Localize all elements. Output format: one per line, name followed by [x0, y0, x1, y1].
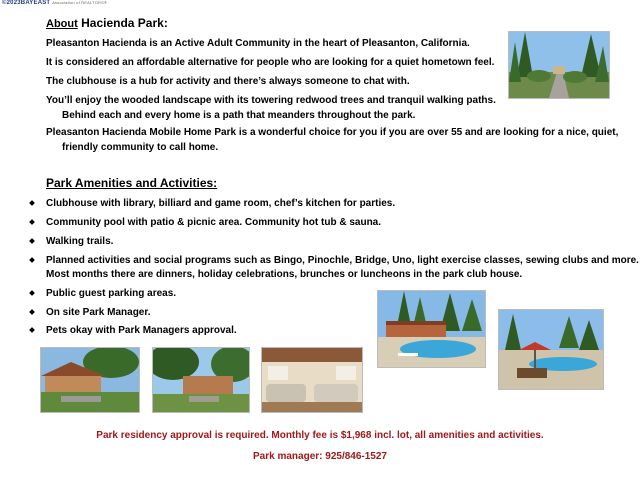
about-heading-name: Hacienda Park:	[81, 16, 168, 30]
about-paragraph-3: The clubhouse is a hub for activity and there’s always someone to chat with.	[46, 76, 410, 87]
watermark-suffix: Association of REALTORS®	[52, 0, 108, 5]
bullet-diamond-icon	[29, 219, 35, 225]
amenity-text: Walking trails.	[46, 236, 114, 247]
about-paragraph-4	[46, 93, 496, 123]
bullet-diamond-icon	[29, 238, 35, 244]
clubhouse-interior-photo	[261, 347, 363, 413]
entrance-photo	[508, 31, 610, 99]
amenity-text: Public guest parking areas.	[46, 288, 177, 299]
watermark-brand: BAYEAST	[20, 0, 51, 6]
bullet-diamond-icon	[29, 200, 35, 206]
bullet-diamond-icon	[29, 309, 35, 315]
about-heading	[46, 16, 168, 30]
about-paragraph-4-line-1: You’ll enjoy the wooded landscape with its towering redwood trees and tranquil walking paths.	[46, 95, 496, 106]
about-heading-prefix: About	[46, 18, 78, 30]
about-paragraph-5-line-1: Pleasanton Hacienda Mobile Home Park is a wonderful choice for you if you are over 55 and are looking for a nice, quiet,	[46, 127, 619, 138]
amenity-text: Planned activities and social programs such as Bingo, Pinochle, Bridge, Uno, light exercise classes, sewing clubs and more.	[46, 255, 639, 266]
amenity-text: On site Park Manager.	[46, 307, 151, 318]
amenity-text: Community pool with patio & picnic area. Community hot tub & sauna.	[46, 217, 382, 228]
about-paragraph-1: Pleasanton Hacienda is an Active Adult Community in the heart of Pleasanton, California.	[46, 38, 470, 49]
bullet-diamond-icon	[29, 327, 35, 333]
amenity-text: Pets okay with Park Managers approval.	[46, 325, 237, 336]
watermark-prefix: ©2023	[2, 0, 21, 6]
bullet-diamond-icon	[29, 257, 35, 263]
watermark-logo	[2, 0, 107, 6]
clubhouse-patio-photo	[152, 347, 250, 413]
residency-approval-note: Park residency approval is required. Monthly fee is $1,968 incl. lot, all amenities and activities.	[96, 430, 544, 441]
bullet-diamond-icon	[29, 290, 35, 296]
park-manager-phone: Park manager: 925/846-1527	[253, 451, 387, 462]
amenity-text: Clubhouse with library, billiard and game room, chef’s kitchen for parties.	[46, 198, 396, 209]
pool-umbrella-photo	[498, 309, 604, 390]
pool-photo	[377, 290, 486, 368]
about-paragraph-5-line-2: friendly community to call home.	[62, 142, 219, 153]
about-paragraph-2: It is considered an affordable alternative for people who are looking for a quiet hometown feel.	[46, 57, 495, 68]
amenities-heading: Park Amenities and Activities:	[46, 176, 218, 190]
amenity-text: Most months there are dinners, holiday celebrations, brunches or luncheons in the park club house.	[46, 269, 523, 280]
about-paragraph-5	[46, 125, 618, 155]
clubhouse-exterior-photo	[40, 347, 140, 413]
about-paragraph-4-line-2: Behind each and every home is a path that meanders throughout the park.	[62, 110, 416, 121]
